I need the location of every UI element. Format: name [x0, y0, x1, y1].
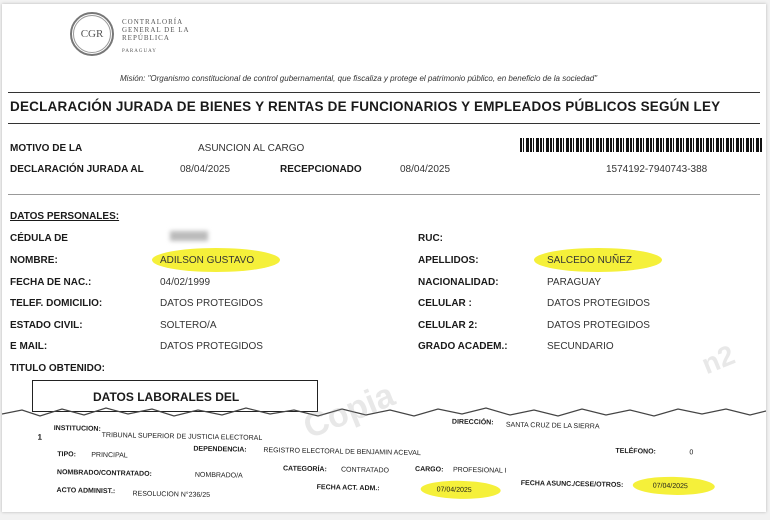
- motivo-label: MOTIVO DE LA: [10, 143, 83, 154]
- declaracion-label: DECLARACIÓN JURADA AL: [10, 164, 144, 175]
- categoria-label: CATEGORÍA:: [282, 465, 327, 474]
- fecha-nac-label: FECHA DE NAC.:: [10, 277, 92, 288]
- telef-label: TELEF. DOMICILIO:: [10, 298, 103, 309]
- row-number: 1: [37, 432, 43, 442]
- fecha-asunc-label: FECHA ASUNC./CESE/OTROS:: [520, 479, 624, 489]
- apellidos-value: SALCEDO NUÑEZ: [547, 255, 633, 266]
- nombre-label: NOMBRE:: [10, 255, 58, 266]
- acto-value: RESOLUCION N°236/25: [132, 490, 211, 500]
- direccion-value: SANTA CRUZ DE LA SIERRA: [505, 421, 600, 431]
- grado-label: GRADO ACADEM.:: [418, 341, 508, 352]
- estado-civil-label: ESTADO CIVIL:: [10, 320, 83, 331]
- redacted-cedula: [170, 231, 208, 241]
- cgr-seal-icon: CGR: [70, 12, 114, 56]
- titulo-label: TITULO OBTENIDO:: [10, 363, 105, 374]
- grado-value: SECUNDARIO: [547, 341, 614, 352]
- apellidos-label: APELLIDOS:: [418, 255, 479, 266]
- tipo-label: TIPO:: [57, 451, 77, 459]
- direccion-label: DIRECCIÓN:: [451, 418, 494, 427]
- cargo-label: CARGO:: [414, 465, 444, 474]
- document-title: DECLARACIÓN JURADA DE BIENES Y RENTAS DE FUNCIONARIOS Y EMPLEADOS PÚBLICOS SEGÚN LEY: [10, 99, 721, 114]
- barcode-icon: [520, 138, 762, 152]
- ruc-label: RUC:: [418, 233, 443, 244]
- recepcionado-value: 08/04/2025: [400, 164, 451, 175]
- nacionalidad-value: PARAGUAY: [547, 277, 602, 288]
- nacionalidad-label: NACIONALIDAD:: [418, 277, 499, 288]
- divider: [8, 92, 760, 93]
- section-datos-personales: DATOS PERSONALES:: [10, 211, 120, 222]
- barcode-number: 1574192-7940743-388: [606, 164, 708, 175]
- document-page: [2, 4, 766, 512]
- cargo-value: PROFESIONAL I: [452, 466, 507, 475]
- fecha-act-label: FECHA ACT. ADM.:: [316, 484, 380, 493]
- celular-value: DATOS PROTEGIDOS: [547, 298, 650, 309]
- motivo-value: ASUNCION AL CARGO: [198, 143, 305, 154]
- telefono-value: 0: [689, 449, 694, 457]
- fecha-nac-value: 04/02/1999: [160, 277, 211, 288]
- telefono-label: TELÉFONO:: [615, 447, 656, 456]
- dependencia-label: DEPENDENCIA:: [193, 445, 247, 454]
- acto-label: ACTO ADMINIST.:: [56, 487, 116, 496]
- declaracion-date: 08/04/2025: [180, 164, 231, 175]
- celular2-value: DATOS PROTEGIDOS: [547, 320, 650, 331]
- fecha-asunc-value: 07/04/2025: [652, 482, 688, 491]
- laborales-strip: [2, 416, 766, 512]
- nombrado-label: NOMBRADO/CONTRATADO:: [56, 469, 152, 478]
- nombrado-value: NOMBRADO/A: [194, 471, 243, 480]
- divider: [8, 194, 760, 195]
- divider: [8, 123, 760, 124]
- institucion-value: TRIBUNAL SUPERIOR DE JUSTICIA ELECTORAL: [101, 431, 263, 443]
- dependencia-value: REGISTRO ELECTORAL DE BENJAMIN ACEVAL: [263, 447, 421, 458]
- logo-text: CONTRALORÍA GENERAL DE LA REPÚBLICA PARAGUAY: [122, 18, 190, 54]
- email-value: DATOS PROTEGIDOS: [160, 341, 263, 352]
- cedula-label: CÉDULA DE: [10, 233, 68, 244]
- tipo-value: PRINCIPAL: [91, 451, 128, 460]
- celular-label: CELULAR :: [418, 298, 472, 309]
- nombre-value: ADILSON GUSTAVO: [160, 255, 255, 266]
- section-datos-laborales: DATOS LABORALES DEL: [93, 390, 240, 404]
- watermark: Copia: [298, 375, 400, 447]
- recepcionado-label: RECEPCIONADO: [280, 164, 362, 175]
- watermark: n2: [697, 339, 740, 381]
- mision-text: Misión: "Organismo constitucional de control gubernamental, que fiscaliza y protege el patrimonio público, en beneficio de la sociedad": [120, 74, 598, 83]
- celular2-label: CELULAR 2:: [418, 320, 478, 331]
- institucion-label: INSTITUCION:: [53, 424, 101, 433]
- fecha-act-value: 07/04/2025: [436, 486, 472, 495]
- categoria-value: CONTRATADO: [340, 466, 390, 475]
- estado-civil-value: SOLTERO/A: [160, 320, 217, 331]
- telef-value: DATOS PROTEGIDOS: [160, 298, 263, 309]
- cgr-logo: [70, 12, 202, 56]
- email-label: E MAIL:: [10, 341, 48, 352]
